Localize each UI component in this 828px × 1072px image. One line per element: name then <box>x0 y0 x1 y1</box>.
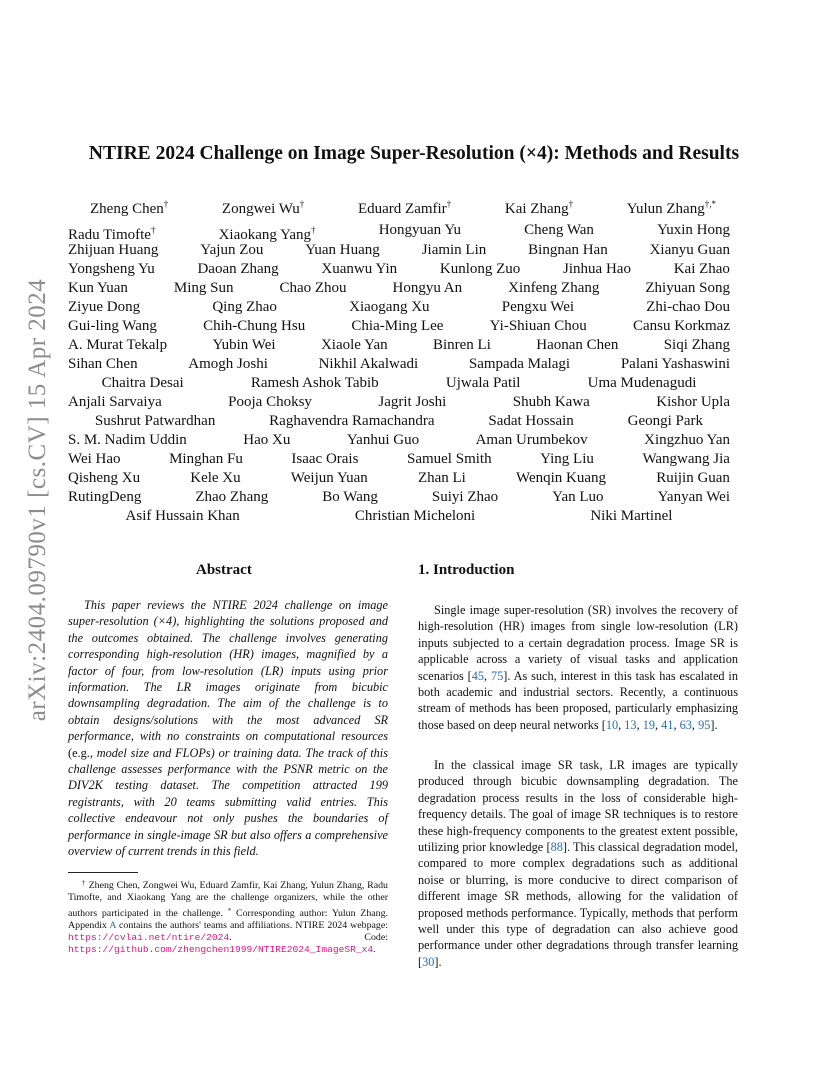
author-name <box>432 488 498 507</box>
author-name-text: Kele Xu <box>190 470 241 486</box>
author-name-text: RutingDeng <box>68 489 142 505</box>
author-name-text: Raghavendra Ramachandra <box>269 413 435 429</box>
author-row <box>68 355 730 374</box>
author-name-text: Sushrut Patwardhan <box>94 413 216 429</box>
author-name-text: Minghan Fu <box>169 451 243 467</box>
abstract-part-1: This paper reviews the NTIRE 2024 challenge on image super-resolution (×4), highlighting the solutions proposed and the outcomes obtained. The challenge involves generating corresponding high-resolution (HR) images, magnified by a factor of four, from low-resolution (LR) inputs using prior information. The LR images originate from bicubic downsampling degradation. The aim of the challenge is to obtain designs/solutions with the most advanced SR performance, with no constraints on computational resources <box>68 598 388 744</box>
author-name <box>656 393 730 412</box>
author-row <box>68 488 730 507</box>
author-name <box>68 469 140 488</box>
author-name-text: Kai Zhang <box>504 201 569 217</box>
author-name-text: Haonan Chen <box>536 337 619 353</box>
intro-p2-text-c: ]. <box>434 954 442 969</box>
author-name <box>321 336 388 355</box>
author-name <box>174 279 234 298</box>
author-row <box>68 507 730 526</box>
author-name <box>68 450 121 469</box>
author-name <box>291 469 368 488</box>
author-name-text: Xiaogang Xu <box>349 299 430 315</box>
author-name-text: Zhi-chao Dou <box>646 299 730 315</box>
author-name <box>488 412 573 431</box>
author-name-text: Samuel Smith <box>406 451 492 467</box>
arxiv-id-text: arXiv:2404.09790v1 [cs.CV] 15 Apr 2024 <box>24 278 51 722</box>
author-name-text: Xuanwu Yin <box>321 261 398 277</box>
author-name-text: Yi-Shiuan Chou <box>489 318 587 334</box>
author-name-text: Zheng Chen <box>90 201 164 217</box>
author-name <box>68 393 162 412</box>
footnote-dagger: † <box>82 879 86 887</box>
citation-link[interactable]: 41 <box>661 717 674 732</box>
abstract-part-eg: (e.g., <box>68 745 97 760</box>
arxiv-watermark <box>22 278 54 722</box>
author-name-text: Niki Martinel <box>590 508 673 524</box>
author-name <box>68 279 128 298</box>
author-name <box>197 260 278 279</box>
author-name <box>407 450 492 469</box>
author-name <box>68 431 187 450</box>
author-name <box>347 431 419 450</box>
footnote-text-e: . <box>373 944 376 956</box>
author-name <box>68 241 158 260</box>
author-row <box>68 279 730 298</box>
author-name <box>658 488 730 507</box>
author-name <box>351 317 443 336</box>
author-name <box>633 317 730 336</box>
author-name <box>528 241 608 260</box>
author-name-text: Kishor Upla <box>656 394 730 410</box>
author-row <box>68 336 730 355</box>
author-name-text: Yajun Zou <box>200 242 264 258</box>
intro-p1-text-a: Single image super-resolution (SR) involves the recovery of high-resolution (HR) images from single low-resolution (LR) inputs subjected to a certain degradation process. Image SR is applicable across a variety of visual tasks and application scenarios [ <box>418 603 738 683</box>
author-name <box>126 507 240 526</box>
citation-link[interactable]: 95 <box>698 717 711 732</box>
author-name <box>502 298 574 317</box>
author-affiliation-mark: † <box>163 199 169 209</box>
author-name-text: Cheng Wan <box>524 222 594 238</box>
intro-p1-text-c: ]. <box>710 717 718 732</box>
author-name <box>322 488 378 507</box>
author-row <box>90 195 716 219</box>
author-name-text: Cansu Korkmaz <box>632 318 730 334</box>
author-name-text: Yubin Wei <box>212 337 276 353</box>
author-name <box>642 450 730 469</box>
author-row <box>68 431 730 450</box>
author-name-text: Geongi Park <box>627 413 704 429</box>
author-name <box>656 469 730 488</box>
author-name <box>540 450 594 469</box>
author-name <box>536 336 618 355</box>
author-name <box>68 488 141 507</box>
citation-link[interactable]: 88 <box>550 840 563 855</box>
introduction-heading: 1. Introduction <box>418 562 515 578</box>
author-row <box>68 374 730 393</box>
author-name-text: Xiaokang Yang <box>218 227 312 243</box>
author-name-text: Kunlong Zuo <box>439 261 521 277</box>
author-name-text: Yulun Zhang <box>626 201 705 217</box>
author-name-text: Sadat Hossain <box>488 413 574 429</box>
author-name-text: Isaac Orais <box>291 451 359 467</box>
citation-link[interactable]: 45 <box>471 668 484 683</box>
author-name <box>440 260 520 279</box>
citation-link[interactable]: 13 <box>624 717 637 732</box>
author-name-text: Zongwei Wu <box>221 201 300 217</box>
author-name-text: Ruijin Guan <box>656 470 730 486</box>
author-name <box>190 469 240 488</box>
footnote-text-a: Zheng Chen, Zongwei Wu, Eduard Zamfir, Kai Zhang, Yulun Zhang, Radu Timofte, and Xiaokang Yang are the challenge organizers, while the other authors participated in the challenge. <box>68 880 388 919</box>
citation-sep: , <box>484 668 491 683</box>
author-affiliation-mark: † <box>568 199 574 209</box>
author-name-text: Asif Hussain Khan <box>125 508 240 524</box>
author-name <box>321 260 397 279</box>
author-name-text: Wangwang Jia <box>642 451 730 467</box>
author-name-text: Aman Urumbekov <box>475 432 588 448</box>
author-name-text: Jagrit Joshi <box>378 394 447 410</box>
citation-link[interactable]: 75 <box>490 668 504 683</box>
author-name <box>664 336 730 355</box>
author-name <box>68 336 167 355</box>
author-name <box>476 431 588 450</box>
author-name-text: Ziyue Dong <box>68 299 141 315</box>
author-name <box>621 355 730 374</box>
author-name-text: Chaitra Desai <box>101 375 184 391</box>
author-name-text: Sampada Malagi <box>468 356 571 372</box>
author-name-text: A. Murat Tekalp <box>68 337 168 353</box>
author-name-text: Anjali Sarvaiya <box>68 394 162 410</box>
author-name <box>68 298 140 317</box>
author-name-text: Uma Mudenagudi <box>587 375 697 391</box>
author-name-text: Wei Hao <box>68 451 121 467</box>
author-name-text: Palani Yashaswini <box>620 356 730 372</box>
author-name-text: Eduard Zamfir <box>357 201 447 217</box>
abstract-text <box>68 597 388 860</box>
author-name <box>469 355 570 374</box>
author-name <box>674 260 730 279</box>
author-name <box>291 450 358 469</box>
author-name-text: Sihan Chen <box>68 356 138 372</box>
author-name <box>90 195 168 219</box>
author-name <box>279 279 346 298</box>
author-name-text: Chia-Ming Lee <box>351 318 444 334</box>
paper-title: NTIRE 2024 Challenge on Image Super-Resolution (×4): Methods and Results <box>88 143 740 164</box>
author-name-text: Xingzhuo Yan <box>644 432 730 448</box>
intro-paragraph-2 <box>418 757 738 970</box>
citation-group: 10, 13, 19, 41, 63, 95 <box>605 717 711 732</box>
author-name <box>358 195 451 219</box>
intro-p1-text-b: ]. As such, interest in this task has escalated in both academic and industrial sectors. Recently, a continuous stream of methods has been proposed, particularly emphasizing those based on deep neural networks [ <box>418 668 738 732</box>
author-row <box>68 317 730 336</box>
author-name <box>552 488 603 507</box>
author-name <box>508 279 599 298</box>
abstract-heading: Abstract <box>196 562 252 578</box>
author-name-text: Yuxin Hong <box>657 222 730 238</box>
author-name-text: Nikhil Akalwadi <box>318 356 419 372</box>
author-name <box>418 469 466 488</box>
author-name-text: Suiyi Zhao <box>431 489 499 505</box>
author-name-text: Radu Timofte <box>68 227 151 243</box>
author-name-text: Yanhui Guo <box>346 432 420 448</box>
author-name <box>516 469 606 488</box>
footnote-text-c: contains the authors' teams and affiliations. NTIRE 2024 webpage: <box>116 919 388 931</box>
author-name <box>305 241 380 260</box>
author-name-text: Zhijuan Huang <box>68 242 159 258</box>
author-name-text: S. M. Nadim Uddin <box>68 432 187 448</box>
author-name <box>513 393 590 412</box>
author-name <box>203 317 305 336</box>
author-affiliation-mark: † <box>150 225 156 235</box>
author-name <box>646 298 730 317</box>
author-name <box>650 241 730 260</box>
intro-paragraph-1 <box>418 602 738 733</box>
author-name-text: Ying Liu <box>540 451 594 467</box>
author-affiliation-mark: † <box>299 199 305 209</box>
author-row <box>68 412 730 431</box>
author-name <box>212 298 277 317</box>
author-name-text: Siqi Zhang <box>663 337 730 353</box>
footnote-rule <box>68 872 138 873</box>
author-name-text: Xianyu Guan <box>649 242 730 258</box>
author-name-text: Hao Xu <box>243 432 291 448</box>
author-name-text: Weijun Yuan <box>290 470 368 486</box>
author-name <box>68 260 155 279</box>
author-name <box>433 336 491 355</box>
author-affiliation-mark: † <box>311 225 316 235</box>
author-name <box>490 317 587 336</box>
author-name-text: Ujwala Patil <box>445 375 521 391</box>
author-name-text: Xinfeng Zhang <box>508 280 600 296</box>
author-name <box>200 241 263 260</box>
author-name <box>95 412 215 431</box>
author-name <box>68 317 157 336</box>
footnote-text-b: Corresponding author: Yulun Zhang. Appendix <box>68 907 388 931</box>
intro-p2-text-b: ]. This classical degradation model, compared to more complex degradations such as additional noise or blurring, is more conducive to direct comparison of different image SR methods, allowing for the validation of proposed methods performance. Typically, methods that perform well under this type of degradation can also achieve good performance under other degradations through transfer learning [ <box>418 840 738 969</box>
author-name-text: Zhao Zhang <box>195 489 269 505</box>
author-row <box>68 241 730 260</box>
author-name <box>628 412 703 431</box>
author-name-text: Zhiyuan Song <box>645 280 730 296</box>
author-name-text: Qisheng Xu <box>68 470 141 486</box>
abstract-part-2: model size and FLOPs) or training data. The track of this challenge assesses performance with the PSNR metric on the DIV2K testing dataset. The competition attracted 199 registrants, with 20 teams submitting valid entries. This collective endeavour not only pushes the boundaries of performance in single-image SR but also offers a comprehensive overview of current trends in this field. <box>68 745 388 859</box>
author-name <box>505 195 573 219</box>
author-name <box>645 279 730 298</box>
author-name <box>627 195 716 219</box>
author-name <box>222 195 304 219</box>
author-name <box>188 355 268 374</box>
appendix-link[interactable]: A <box>109 919 117 931</box>
author-name <box>269 412 434 431</box>
author-name-text: Jinhua Hao <box>563 261 631 277</box>
author-name <box>644 431 730 450</box>
author-name <box>446 374 521 393</box>
author-name <box>319 355 419 374</box>
author-name-text: Kai Zhao <box>673 261 730 277</box>
author-row <box>68 260 730 279</box>
author-affiliation-mark: † <box>446 199 452 209</box>
author-name-text: Qing Zhao <box>212 299 277 315</box>
author-name-text: Yongsheng Yu <box>68 261 155 277</box>
author-name-text: Jiamin Lin <box>421 242 487 258</box>
code-link[interactable]: https://github.com/zhengchen1999/NTIRE2024_ImageSR_x4 <box>68 944 374 956</box>
footnote <box>68 877 388 957</box>
author-name-text: Hongyu An <box>392 280 463 296</box>
intro-p2-text-a: In the classical image SR task, LR images are typically produced through bicubic downsampling degradation. The degradation process results in the loss of considerable high-frequency details. The goal of image SR techniques is to restore these high-frequency components to the greatest extent possible, utilizing prior knowledge [ <box>418 758 738 855</box>
author-name-text: Bo Wang <box>322 489 378 505</box>
webpage-link[interactable]: https://cvlai.net/ntire/2024 <box>68 932 230 944</box>
author-name-text: Yuan Huang <box>305 242 380 258</box>
author-affiliation-mark: †,* <box>704 199 716 209</box>
author-name-text: Daoan Zhang <box>197 261 279 277</box>
author-name <box>355 507 475 526</box>
author-name-text: Xiaole Yan <box>320 337 388 353</box>
author-name <box>393 279 463 298</box>
author-name <box>243 431 290 450</box>
author-row <box>68 393 730 412</box>
author-name-text: Wenqin Kuang <box>516 470 607 486</box>
author-name <box>212 336 275 355</box>
footnote-text-d: . Code: <box>229 932 388 944</box>
citation-link[interactable]: 63 <box>679 717 692 732</box>
footnote-star: * <box>227 906 232 915</box>
author-name-text: Bingnan Han <box>528 242 608 258</box>
author-name <box>349 298 429 317</box>
author-name <box>422 241 487 260</box>
author-name-text: Kun Yuan <box>68 280 128 296</box>
citation-link[interactable]: 19 <box>642 717 656 732</box>
author-name <box>102 374 184 393</box>
author-row <box>68 469 730 488</box>
author-name <box>378 393 446 412</box>
author-name-text: Ramesh Ashok Tabib <box>250 375 379 391</box>
citation-link[interactable]: 10 <box>605 717 619 732</box>
author-name-text: Yanyan Wei <box>657 489 730 505</box>
author-name <box>228 393 312 412</box>
author-name-text: Christian Micheloni <box>354 508 476 524</box>
author-name <box>590 507 672 526</box>
author-name <box>563 260 631 279</box>
author-name-text: Chih-Chung Hsu <box>203 318 306 334</box>
author-name <box>588 374 697 393</box>
author-name-text: Ming Sun <box>173 280 234 296</box>
author-name-text: Yan Luo <box>552 489 604 505</box>
author-name-text: Gui-ling Wang <box>68 318 157 334</box>
author-name-text: Pengxu Wei <box>501 299 575 315</box>
author-row <box>68 298 730 317</box>
author-name <box>195 488 268 507</box>
author-name-text: Shubh Kawa <box>512 394 590 410</box>
author-name-text: Zhan Li <box>417 470 466 486</box>
citation-link[interactable]: 30 <box>422 954 435 969</box>
author-row <box>68 450 730 469</box>
author-name-text: Binren Li <box>432 337 491 353</box>
author-name <box>251 374 379 393</box>
author-name <box>169 450 243 469</box>
author-name-text: Chao Zhou <box>279 280 347 296</box>
author-name-text: Hongyuan Yu <box>378 222 462 238</box>
author-name <box>68 355 138 374</box>
author-name-text: Amogh Joshi <box>188 356 268 372</box>
author-name-text: Pooja Choksy <box>228 394 312 410</box>
